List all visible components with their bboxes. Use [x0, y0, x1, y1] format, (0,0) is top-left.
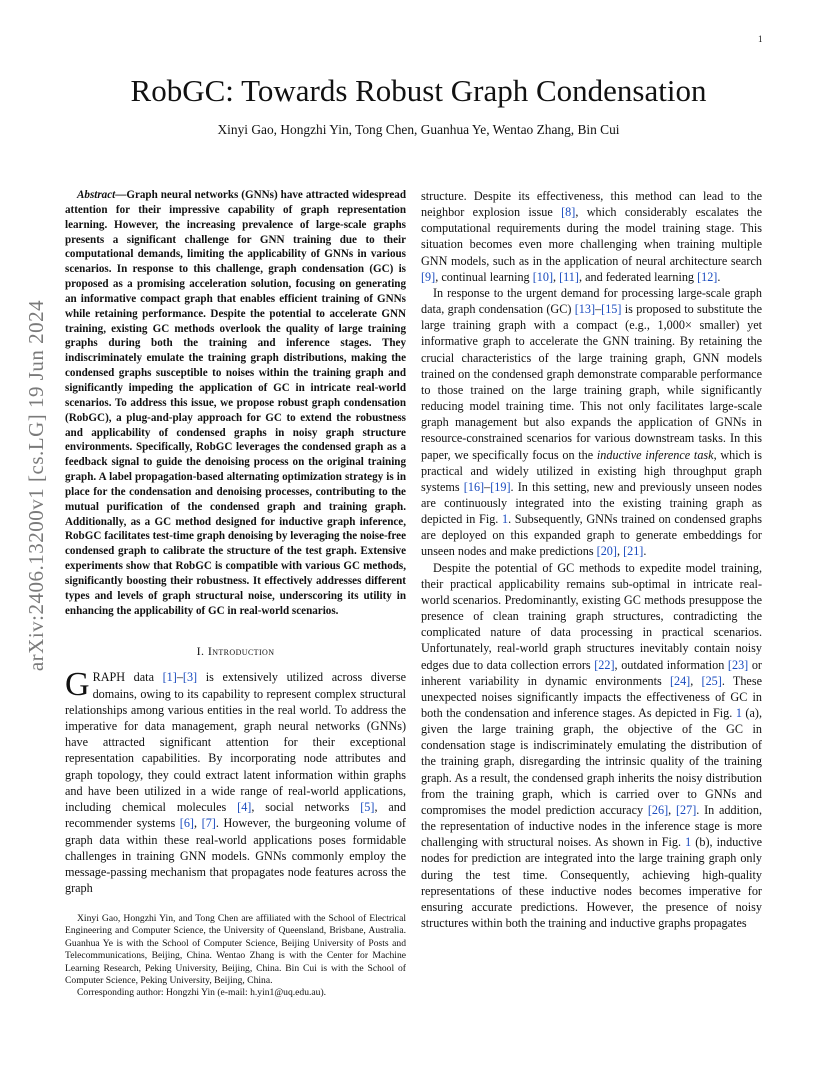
citation-link[interactable]: [9]: [421, 269, 436, 284]
figure-link[interactable]: 1: [685, 835, 692, 850]
citation-link[interactable]: [10]: [532, 269, 554, 284]
citation-link[interactable]: [7]: [201, 816, 216, 831]
citation-link[interactable]: [8]: [561, 205, 576, 220]
citation-link[interactable]: [22]: [594, 657, 615, 672]
body-paragraph: Despite the potential of GC methods to expedite model training, their practical applicability remains sub-optimal in intricate real-world scenarios. Predominantly, existing GC methods presuppose the presence of clean training graph structures, contradicting the complicated nature of data processing in practical scenarios. Unfortunately, real-world graph structures inevitably contain noisy edges due to data collection errors [22], outdated information [23] or inherent variability in dynamic environments [24], [25]. These unexpected noises significantly impacts the effectiveness of GC in both the condensation and inference stages. As depicted in Fig. 1 (a), given the large training graph, the objective of the GC in condensation stage is indiscriminately emulating the distribution of the training graph, disregarding the intrinsic quality of the training graph. As a result, the condensed graph inherits the noisy distribution from the training graph, which is carried over to GNNs and compromises the model prediction accuracy [26], [27]. In addition, the representation of inductive nodes in the inference stage is more challenging with structural noises. As shown in Fig. 1 (b), inductive nodes for prediction are integrated into the large training graph only during the test time. Consequently, achieving high-quality representations of these inductive nodes becomes imperative for ensuring accurate predictions. However, the presence of noisy structures within both the training and inductive graphs propagates: [421, 560, 763, 931]
citation-link[interactable]: [6]: [179, 816, 194, 831]
citation-link[interactable]: [24]: [669, 673, 691, 688]
citation-link[interactable]: [11]: [559, 269, 579, 284]
citation-link[interactable]: [21]: [623, 544, 644, 559]
citation-link[interactable]: [23]: [727, 657, 749, 672]
citation-link[interactable]: [4]: [237, 800, 252, 815]
intro-paragraph-1: GRAPH data [1]–[3] is extensively utilized across diverse domains, owing to its capability to represent complex structural relationships among various entities in the real world. To address the imperative for data management, graph neural networks (GNNs) have attracted significant attention for their exceptional representation capabilities. By incorporating node attributes and graph topology, they could extract latent information within graphs and have been utilized in a wide range of real-world applications, including chemical molecules [4], social networks [5], and recommender systems [6], [7]. However, the burgeoning volume of graph data within these real-world applications poses formidable challenges in training GNN models. GNNs commonly employ the message-passing mechanism that propagates node features across the graph: [65, 666, 406, 896]
author-list: Xinyi Gao, Hongzhi Yin, Tong Chen, Guanhua Ye, Wentao Zhang, Bin Cui: [217, 122, 620, 137]
citation-link[interactable]: [15]: [601, 302, 622, 317]
citation-link[interactable]: [16]: [463, 479, 485, 494]
citation-link[interactable]: [3]: [182, 670, 198, 685]
citation-link[interactable]: [13]: [574, 302, 596, 317]
section-number: I.: [196, 644, 205, 659]
section-heading-introduction: [65, 644, 406, 659]
abstract-text: Graph neural networks (GNNs) have attracted widespread attention for their impressive capability of graph representation learning. However, the increasing prevalence of large-scale graphs presents a significant challenge for GNN training due to their computational demands, limiting the applicability of GNNs in various scenarios. In response to this challenge, graph condensation (GC) is proposed as a promising acceleration solution, focusing on generating an informative compact graph that enables efficient training of GNNs while retaining performance. Despite the potential to accelerate GNN training, existing GC methods overlook the quality of large training graphs during both the training and inference stages. They indiscriminately emulate the training graph distributions, making the condensed graphs susceptible to noises within the training graph and significantly impeding the application of GC in intricate real-world scenarios. To address this issue, we propose robust graph condensation (RobGC), a plug-and-play approach for GC to extend the robustness and applicability of condensed graphs in noisy graph structure environments. Specifically, RobGC leverages the condensed graph as a feedback signal to guide the denoising process on the original training graph. A label propagation-based alternating optimization strategy is in place for the condensation and denoising processes, contributing to the mutual purification of the condensed graph and training graph. Additionally, as a GC method designed for inductive graph inference, RobGC facilitates test-time graph denoising by leveraging the noise-free condensed graph to calibrate the structure of the test graph. Extensive experiments show that RobGC is compatible with various GC methods, significantly boosting their robustness. It effectively addresses different types and levels of graph structural noise, underscoring its utility in enhancing the applicability of GC in real-world scenarios.: [65, 189, 406, 617]
paper-title: RobGC: Towards Robust Graph Condensation: [130, 73, 707, 108]
arxiv-identifier: [22, 290, 52, 680]
citation-link[interactable]: [19]: [490, 479, 511, 494]
section-title: Introduction: [207, 644, 275, 659]
footnote-affiliations: Xinyi Gao, Hongzhi Yin, and Tong Chen are affiliated with the School of Electrical Engineering and Computer Science, the University of Queensland, Brisbane, Australia. Guanhua Ye is with the School of Computer Science, Beijing University of Posts and Telecommunications, Beijing, China. Wentao Zhang is with the Center for Machine Learning Research, Peking University, Beijing, China. Bin Cui is with the School of Computer Science, Peking University, Beijing, China.: [65, 913, 406, 987]
drop-cap: G: [65, 666, 90, 704]
citation-link[interactable]: [12]: [697, 269, 718, 284]
arxiv-identifier-text: arXiv:2406.13200v1 [cs.LG] 19 Jun 2024: [24, 299, 49, 671]
left-column: [65, 188, 406, 896]
citation-link[interactable]: [26]: [647, 802, 669, 817]
citation-link[interactable]: [25]: [701, 673, 722, 688]
right-column: [421, 188, 762, 931]
citation-link[interactable]: [20]: [596, 544, 617, 559]
abstract: Abstract—Graph neural networks (GNNs) have attracted widespread attention for their impressive capability of graph representation learning. However, the increasing prevalence of large-scale graphs presents a significant challenge for GNN training due to their computational demands, limiting the applicability of GNNs in various scenarios. In response to this challenge, graph condensation (GC) is proposed as a promising acceleration solution, focusing on generating an informative compact graph that enables efficient training of GNNs while retaining performance. Despite the potential to accelerate GNN training, existing GC methods overlook the quality of large training graphs during both the training and inference stages. They indiscriminately emulate the training graph distributions, making the condensed graphs susceptible to noises within the training graph and significantly impeding the application of GC in intricate real-world scenarios. To address this issue, we propose robust graph condensation (RobGC), a plug-and-play approach for GC to extend the robustness and applicability of condensed graphs in noisy graph structure environments. Specifically, RobGC leverages the condensed graph as a feedback signal to guide the denoising process on the original training graph. A label propagation-based alternating optimization strategy is in place for the condensation and denoising processes, contributing to the mutual purification of the condensed graph and training graph. Additionally, as a GC method designed for inductive graph inference, RobGC facilitates test-time graph denoising by leveraging the noise-free condensed graph to calibrate the structure of the test graph. Extensive experiments show that RobGC is compatible with various GC methods, significantly boosting their robustness. It effectively addresses different types and levels of graph structural noise, underscoring its utility in enhancing the applicability of GC in real-world scenarios.: [65, 189, 406, 617]
emphasis: inductive inference task: [596, 447, 714, 462]
body-paragraph: structure. Despite its effectiveness, this method can lead to the neighbor explosion issue [8], which considerably escalates the computational requirements during the model training stage. This situation becomes even more challenging when training multiple GNN models, such as in the application of neural architecture search [9], continual learning [10], [11], and federated learning [12].: [421, 189, 763, 284]
figure-link[interactable]: 1: [501, 512, 509, 527]
footnote-corresponding-author: Corresponding author: Hongzhi Yin (e-mail: h.yin1@uq.edu.au).: [77, 987, 327, 999]
footnote: [65, 913, 406, 1000]
page-number: 1: [758, 34, 763, 44]
abstract-label: Abstract: [77, 189, 116, 201]
figure-link[interactable]: 1: [735, 706, 742, 720]
citation-link[interactable]: [1]: [162, 670, 177, 685]
citation-link[interactable]: [5]: [360, 800, 375, 815]
citation-link[interactable]: [27]: [675, 802, 697, 817]
body-paragraph: In response to the urgent demand for processing large-scale graph data, graph condensation (GC) [13]–[15] is proposed to substitute the large training graph with a compact (e.g., 1,000× smaller) yet informative graph to accelerate the GNN training. By retaining the crucial characteristics of the large training graph, GNN models trained on the condensed graph demonstrate comparable performance to those trained on the large training graph, while significantly reducing model training time. This not only facilitates large-scale graph management but also expands the application of GNNs in resource-constrained scenarios for various downstream tasks. In this paper, we specifically focus on the inductive inference task, which is practical and widely utilized in existing high throughput graph systems [16]–[19]. In this setting, new and previously unseen nodes are continuously integrated into the existing training graph as depicted in Fig. 1. Subsequently, GNNs trained on condensed graphs are deployed on this expanded graph to generate embeddings for unseen nodes and make predictions [20], [21].: [421, 285, 763, 559]
